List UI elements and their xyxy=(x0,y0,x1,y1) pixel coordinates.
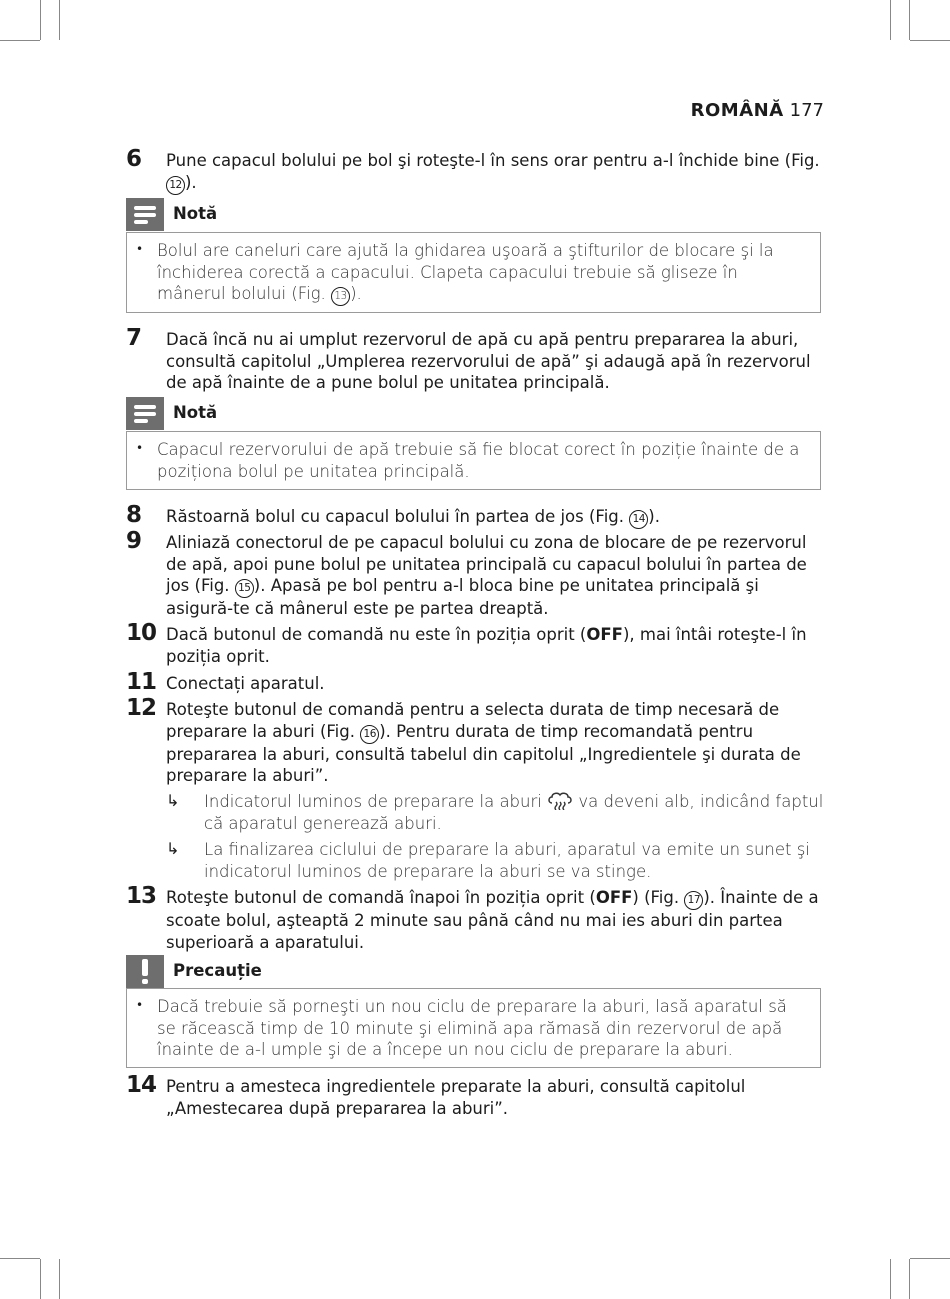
note-icon xyxy=(126,198,164,231)
step-text: Roteşte butonul de comandă înapoi în poziția oprit (OFF) (Fig. 17 ). Înainte de a scoate bolul, aşteaptă 2 minute sau până când nu mai ies aburi din partea superioară a aparatului. xyxy=(166,888,819,952)
crop-mark xyxy=(909,1259,910,1299)
step-number: 6 xyxy=(126,146,142,172)
figure-number: 13 xyxy=(331,287,350,306)
step-number: 13 xyxy=(126,883,157,909)
page-number: 177 xyxy=(789,100,824,121)
steam-icon xyxy=(547,792,573,810)
caution-text: Dacă trebuie să porneşti un nou ciclu de preparare la aburi, lasă aparatul să se răcească timp de 10 minute şi elimină apa rămasă din rezervorul de apă înainte de a-l umple şi de a începe un nou ciclu de preparare la aburi. xyxy=(157,997,787,1059)
caution-header xyxy=(126,955,823,988)
bullet: • xyxy=(136,998,144,1012)
step-text: Aliniază conectorul de pe capacul bolului cu zona de blocare de pe rezervorul de apă, apoi pune bolul pe unitatea principală cu capacul bolului în partea de jos (Fig. 15 ). Apasă pe bol pentru a-l bloca bine pe unitatea principală şi asigură-te că mânerul este pe partea dreaptă. xyxy=(166,533,807,618)
note-text: Bolul are caneluri care ajută la ghidarea uşoară a ştifturilor de blocare şi la închiderea corectă a capacului. Clapeta capacului trebuie să gliseze în mânerul bolului (Fig. 13 ). xyxy=(157,240,808,306)
crop-mark xyxy=(59,1259,60,1299)
crop-mark xyxy=(40,0,41,40)
note-body xyxy=(126,232,821,313)
figure-number: 16 xyxy=(360,725,379,744)
note-icon xyxy=(126,397,164,430)
step-text: Pentru a amesteca ingredientele preparate la aburi, consultă capitolul „Amestecarea după prepararea la aburi”. xyxy=(166,1077,746,1118)
result-arrow-icon: ↳ xyxy=(166,791,180,810)
crop-mark xyxy=(0,1258,40,1259)
crop-mark xyxy=(0,40,40,41)
step-number: 9 xyxy=(126,528,142,554)
step-number: 7 xyxy=(126,325,142,351)
note-body xyxy=(126,431,821,490)
step-6 xyxy=(126,146,826,195)
figure-number: 17 xyxy=(684,891,703,910)
result-text: Indicatorul luminos de preparare la aburi va deveni alb, indicând faptul că aparatul generează aburi. xyxy=(204,792,824,833)
warning-icon xyxy=(126,955,164,988)
step-14 xyxy=(126,1072,826,1119)
step-8 xyxy=(126,502,826,529)
language-label: ROMÂNĂ xyxy=(690,100,784,121)
step-text: Pune capacul bolului pe bol şi roteşte-l în sens orar pentru a-l închide bine (Fig. 12 ). xyxy=(166,150,826,195)
step-text: Roteşte butonul de comandă pentru a selecta durata de timp necesară de preparare la aburi (Fig. 16 ). Pentru durata de timp recomandată pentru prepararea la aburi, consultă tabelul din capitolul „Ingredientele şi durata de preparare la aburi”. xyxy=(166,700,801,785)
step-text: Răstoarnă bolul cu capacul bolului în partea de jos (Fig. 14 ). xyxy=(166,506,826,529)
step-text: Dacă încă nu ai umplut rezervorul de apă cu apă pentru prepararea la aburi, consultă capitolul „Umplerea rezervorului de apă” şi adaugă apă în rezervorul de apă înainte de a pune bolul pe unitatea principală. xyxy=(166,330,811,392)
step-text: Dacă butonul de comandă nu este în poziția oprit (OFF), mai întâi roteşte-l în poziția oprit. xyxy=(166,625,807,666)
note-text: Capacul rezervorului de apă trebuie să fie blocat corect în poziție înainte de a poziționa bolul pe unitatea principală. xyxy=(157,440,800,481)
page-header xyxy=(691,100,824,121)
caution-title: Precauție xyxy=(173,961,262,980)
step-number: 14 xyxy=(126,1072,157,1098)
step-12 xyxy=(126,695,826,787)
step-text: Conectați aparatul. xyxy=(166,674,325,693)
crop-mark xyxy=(890,0,891,40)
result-arrow-icon: ↳ xyxy=(166,839,180,858)
crop-mark xyxy=(890,1259,891,1299)
note-title: Notă xyxy=(173,403,218,422)
crop-mark xyxy=(909,0,910,40)
result-text: La finalizarea ciclului de preparare la aburi, aparatul va emite un sunet şi indicatorul luminos de preparare la aburi se va stinge. xyxy=(204,840,810,881)
figure-number: 12 xyxy=(166,176,185,195)
step-number: 11 xyxy=(126,669,157,695)
crop-mark xyxy=(59,0,60,40)
step-number: 12 xyxy=(126,695,157,721)
figure-number: 15 xyxy=(235,579,254,598)
result-item xyxy=(166,791,826,834)
step-11 xyxy=(126,669,826,695)
bullet: • xyxy=(136,242,144,256)
note-header xyxy=(126,397,823,430)
step-7 xyxy=(126,325,826,394)
caution-body xyxy=(126,988,821,1068)
crop-mark xyxy=(40,1259,41,1299)
step-13 xyxy=(126,883,826,953)
crop-mark xyxy=(910,1258,950,1259)
step-number: 8 xyxy=(126,502,142,528)
result-item xyxy=(166,839,826,882)
step-number: 10 xyxy=(126,620,157,646)
note-title: Notă xyxy=(173,204,218,223)
step-9 xyxy=(126,528,826,620)
crop-mark xyxy=(910,40,950,41)
bullet: • xyxy=(136,441,144,455)
figure-number: 14 xyxy=(629,510,648,529)
step-10 xyxy=(126,620,826,667)
note-header xyxy=(126,198,823,231)
